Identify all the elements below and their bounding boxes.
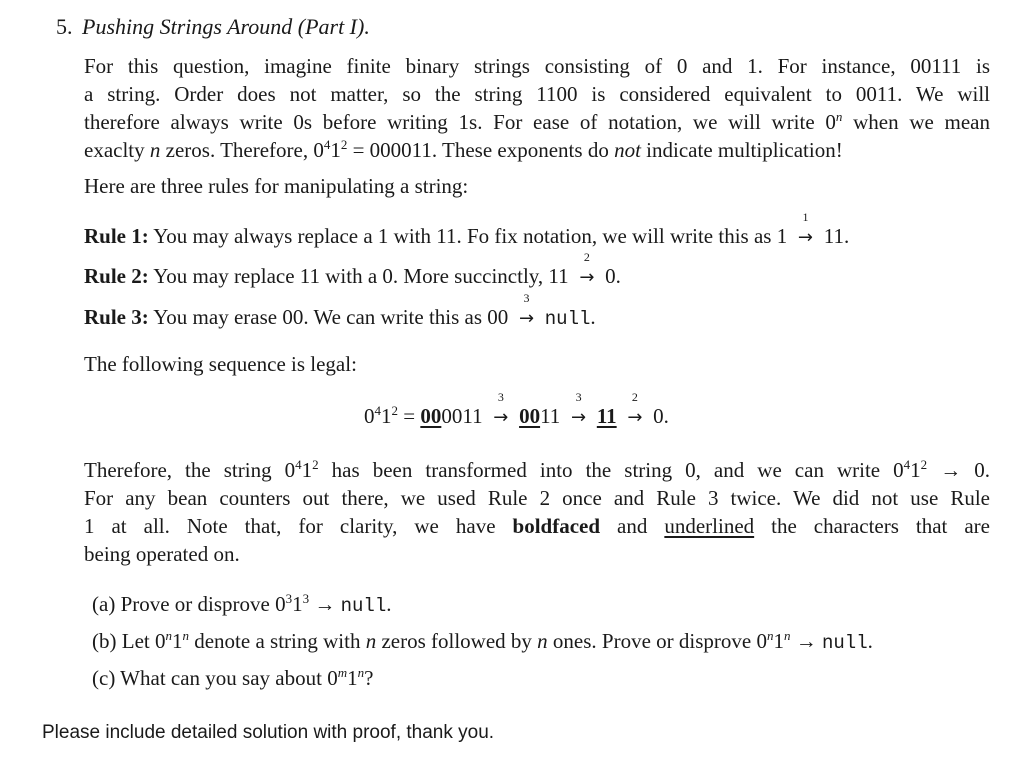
part-b-end: . bbox=[867, 629, 873, 653]
conclusion-exp-4: 2 bbox=[920, 457, 928, 472]
part-b-var-n-2: n bbox=[537, 629, 548, 653]
word-underlined: underlined bbox=[664, 514, 755, 538]
part-c bbox=[92, 666, 373, 691]
intro-line-1: For this question, imagine finite binary strings consisting of 0 and 1. For instance, 00111 is bbox=[84, 54, 990, 78]
intro-line-4-text-d: = 000011. These exponents do bbox=[347, 138, 615, 162]
conclusion-text-d: 1 bbox=[910, 458, 921, 482]
rule-2-label: Rule 2: bbox=[84, 264, 149, 288]
part-b-arrow: → bbox=[790, 629, 822, 653]
rule-1-arrow: 1 → bbox=[792, 224, 818, 249]
conclusion-exp-2: 2 bbox=[312, 457, 319, 472]
problem-heading bbox=[56, 14, 370, 40]
part-b-var-n: n bbox=[365, 629, 377, 653]
seq-step-2-rest: 11 bbox=[540, 404, 561, 428]
seq-end: 0. bbox=[653, 404, 669, 428]
seq-step-1-rest: 0011 bbox=[441, 404, 483, 428]
seq-equals: = bbox=[398, 404, 421, 428]
rule-2 bbox=[84, 250, 621, 289]
part-a-null: null bbox=[340, 595, 387, 617]
part-c-end: ? bbox=[364, 666, 374, 690]
part-b-text-1: Let 0 bbox=[116, 629, 166, 653]
conclusion-exp-1: 4 bbox=[295, 457, 302, 472]
rule-3-text: You may erase 00. We can write this as 00 bbox=[148, 305, 514, 329]
rule-2-arrow-label: 2 bbox=[583, 250, 590, 264]
conclusion-text-b: 1 bbox=[301, 458, 313, 482]
seq-zero: 0 bbox=[364, 404, 375, 428]
seq-arrow-2-label: 3 bbox=[575, 390, 582, 404]
conclusion-line-2: For any bean counters out there, we used Rule 2 once and Rule 3 twice. We did not use Rule bbox=[84, 486, 990, 510]
intro-line-4 bbox=[84, 136, 990, 164]
rule-2-arrow: 2 → bbox=[574, 264, 600, 289]
part-c-label: (c) bbox=[92, 666, 116, 690]
seq-one: 1 bbox=[381, 404, 392, 428]
word-boldfaced: boldfaced bbox=[512, 514, 601, 538]
part-b-text-3: denote a string with bbox=[188, 629, 366, 653]
part-a-end: . bbox=[386, 592, 392, 616]
conclusion-text-a: Therefore, the string 0 bbox=[84, 458, 296, 482]
part-b-null: null bbox=[821, 632, 868, 654]
part-a-text: Prove or disprove 0 bbox=[115, 592, 286, 616]
rule-1 bbox=[84, 210, 850, 249]
problem-number: 5. bbox=[56, 14, 73, 39]
rule-3-label: Rule 3: bbox=[84, 305, 149, 329]
part-a-arrow: → bbox=[309, 592, 341, 616]
intro-line-3-end: when we mean bbox=[842, 110, 990, 134]
rule-1-end: 11. bbox=[818, 224, 850, 248]
rule-3-arrow-label: 3 bbox=[523, 291, 530, 305]
rules-intro: Here are three rules for manipulating a string: bbox=[84, 174, 469, 198]
intro-line-2: a string. Order does not matter, so the string 1100 is considered equivalent to 0011. We will bbox=[84, 82, 990, 106]
part-c-exp-m: m bbox=[337, 665, 348, 680]
intro-line-3 bbox=[84, 108, 990, 136]
conclusion-text-c: has been transformed into the string 0, and we can write 0 bbox=[318, 458, 904, 482]
rule-2-end: 0. bbox=[599, 264, 621, 288]
conclusion-line-4: being operated on. bbox=[84, 542, 240, 566]
seq-arrow-1: 3 → bbox=[488, 404, 514, 429]
part-b-exp-1: n bbox=[165, 628, 172, 643]
part-b-text-5: ones. Prove or disprove 0 bbox=[547, 629, 767, 653]
request-note: Please include detailed solution with proof, thank you. bbox=[42, 722, 495, 743]
exponent-4: 4 bbox=[323, 137, 331, 152]
conclusion-l3-a: 1 at all. Note that, for clarity, we have bbox=[84, 514, 513, 538]
part-b bbox=[92, 629, 873, 654]
part-b-exp-4: n bbox=[783, 628, 791, 643]
problem-title: Pushing Strings Around (Part I). bbox=[82, 14, 370, 39]
rule-1-label: Rule 1: bbox=[84, 224, 149, 248]
sequence-equation bbox=[364, 390, 669, 429]
conclusion-line-3 bbox=[84, 512, 990, 540]
intro-line-3-text: therefore always write 0s before writing 1s. For ease of notation, we will write 0 bbox=[84, 110, 836, 134]
intro-line-4-text-b: zeros. Therefore, 0 bbox=[160, 138, 324, 162]
seq-arrow-3-label: 2 bbox=[631, 390, 638, 404]
part-b-text-4: zeros followed by bbox=[376, 629, 538, 653]
rule-1-text: You may always replace a 1 with 11. Fo fix notation, we will write this as 1 bbox=[148, 224, 793, 248]
rule-3 bbox=[84, 291, 596, 330]
part-a-one: 1 bbox=[292, 592, 303, 616]
exponent-2: 2 bbox=[340, 137, 348, 152]
intro-line-4-end: indicate multiplication! bbox=[640, 138, 843, 162]
part-b-exp-3: n bbox=[766, 628, 774, 643]
part-b-label: (b) bbox=[92, 629, 117, 653]
seq-arrow-3: 2 → bbox=[622, 404, 648, 429]
part-c-text: What can you say about 0 bbox=[115, 666, 338, 690]
seq-arrow-2: 3 → bbox=[566, 404, 592, 429]
part-a bbox=[92, 592, 391, 617]
intro-line-4-text: exaclty bbox=[84, 138, 150, 162]
rule-2-text: You may replace 11 with a 0. More succinctly, 11 bbox=[148, 264, 574, 288]
part-b-exp-2: n bbox=[182, 628, 189, 643]
null-keyword: null bbox=[544, 308, 591, 330]
conclusion-line-1 bbox=[84, 456, 990, 484]
seq-exp-4: 4 bbox=[374, 403, 381, 418]
sequence-intro: The following sequence is legal: bbox=[84, 352, 357, 376]
conclusion-text-e: → 0. bbox=[927, 458, 990, 482]
seq-step-2-operated: 00 bbox=[519, 404, 541, 428]
rule-1-arrow-label: 1 bbox=[802, 210, 809, 224]
conclusion-l3-c: the characters that are bbox=[754, 514, 990, 538]
conclusion-paragraph bbox=[84, 456, 990, 568]
seq-arrow-1-label: 3 bbox=[497, 390, 504, 404]
exponent-n: n bbox=[835, 109, 843, 124]
part-a-exp-2: 3 bbox=[302, 591, 310, 606]
conclusion-l3-b: and bbox=[600, 514, 665, 538]
conclusion-exp-3: 4 bbox=[903, 457, 911, 472]
emphasis-not: not bbox=[614, 138, 641, 162]
part-c-one: 1 bbox=[347, 666, 358, 690]
seq-step-3-operated: 11 bbox=[596, 404, 617, 428]
part-b-one: 1 bbox=[171, 629, 183, 653]
rule-3-end: . bbox=[590, 305, 596, 329]
seq-exp-2: 2 bbox=[391, 403, 398, 418]
rule-3-arrow: 3 → bbox=[514, 305, 540, 330]
seq-step-1-operated: 00 bbox=[420, 404, 442, 428]
var-n: n bbox=[149, 138, 161, 162]
intro-paragraph bbox=[84, 52, 990, 164]
part-b-one-2: 1 bbox=[773, 629, 784, 653]
part-a-label: (a) bbox=[92, 592, 116, 616]
one-char: 1 bbox=[330, 138, 341, 162]
part-c-exp-n: n bbox=[357, 665, 365, 680]
part-a-exp-1: 3 bbox=[285, 591, 293, 606]
